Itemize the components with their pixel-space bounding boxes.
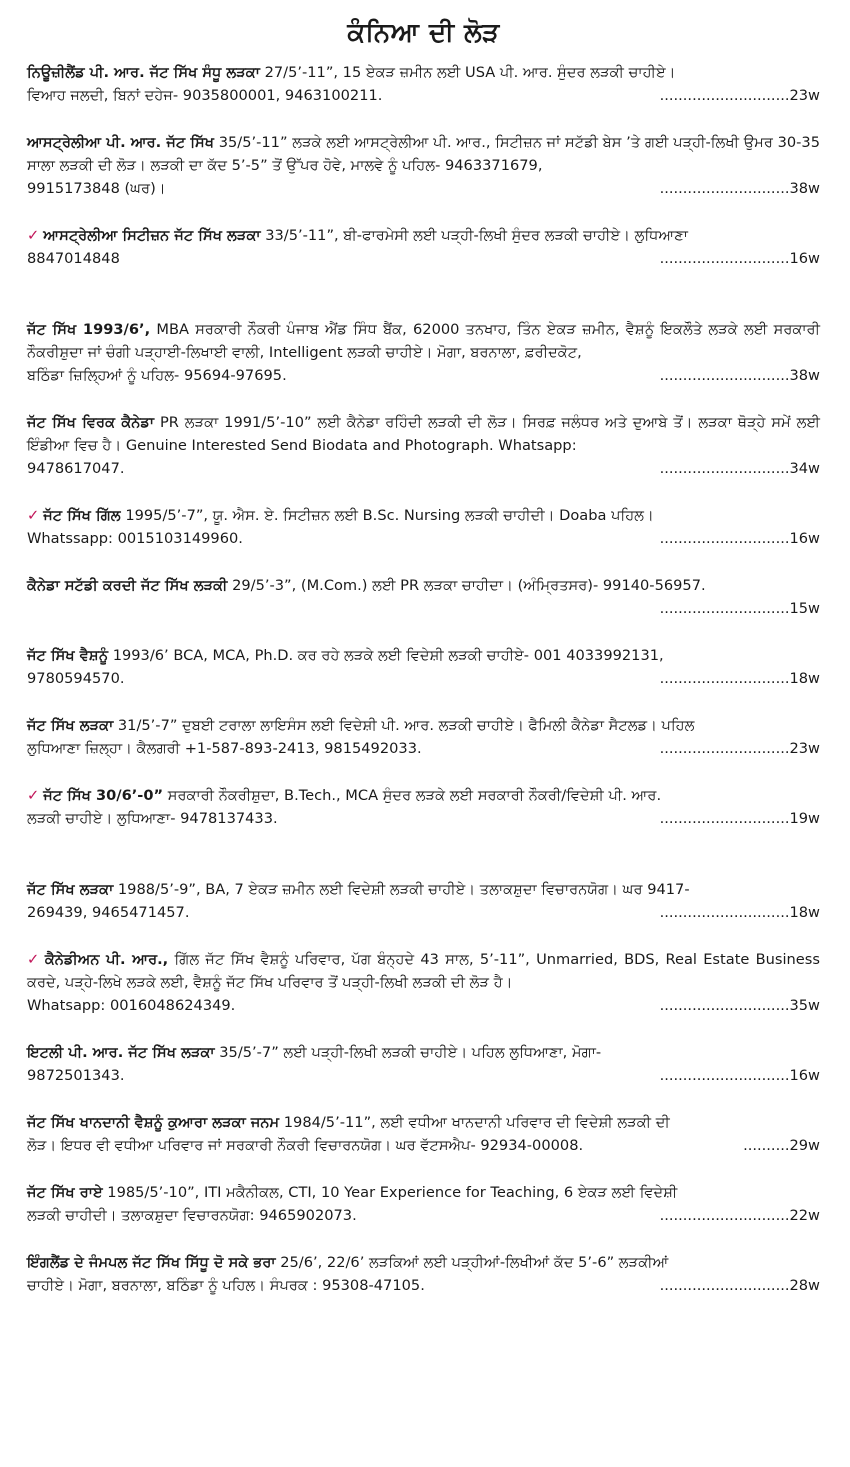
ad-text: [27, 878, 820, 901]
ad-body: 35/5’-11” ਲੜਕੇ ਲਈ ਆਸਟ੍ਰੇਲੀਆ ਪੀ. ਆਰ., ਸਿਟੀਜ਼ਨ ਜਾਂ ਸਟੱਡੀ ਬੇਸ ’ਤੇ ਗਈ ਪੜ੍ਹੀ-ਲਿਖੀ ਉਮਰ 30-35 ਸਾਲਾ ਲੜਕੀ ਦੀ ਲੋੜ। ਲੜਕੀ ਦਾ ਕੱਦ 5’-5” ਤੋਂ ਉੱਪਰ ਹੋਵੇ, ਮਾਲਵੇ ਨੂੰ ਪਹਿਲ- 9463371679,: [27, 134, 820, 174]
ad-text: [27, 504, 820, 527]
ad-footer: [27, 807, 820, 830]
ad-text: [27, 714, 820, 737]
ad-text: [27, 948, 820, 994]
ad-lead: ਜੱਟ ਸਿੱਖ ਲੜਕਾ: [27, 881, 114, 898]
ad-footer: [27, 1204, 820, 1227]
ad-body: 31/5’-7” ਦੁਬਈ ਟਰਾਲਾ ਲਾਇਸੰਸ ਲਈ ਵਿਦੇਸ਼ੀ ਪੀ. ਆਰ. ਲੜਕੀ ਚਾਹੀਏ। ਫੈਮਿਲੀ ਕੈਨੇਡਾ ਸੈਟਲਡ। ਪਹਿਲ: [113, 717, 695, 734]
ad-body: 1984/5’-11”, ਲਈ ਵਧੀਆ ਖਾਨਦਾਨੀ ਪਰਿਵਾਰ ਦੀ ਵਿਦੇਸ਼ੀ ਲੜਕੀ ਦੀ: [279, 1114, 670, 1131]
ad-lead: ਜੱਟ ਸਿੱਖ ਵਿਰਕ ਕੈਨੇਡਾ: [27, 414, 155, 431]
ad-lead: ਇੰਗਲੈਂਡ ਦੇ ਜੰਮਪਲ ਜੱਟ ਸਿੱਖ ਸਿੱਧੂ ਦੋ ਸਕੇ ਭਰਾ: [27, 1254, 276, 1271]
ad-code: ............................23w: [659, 87, 820, 104]
ads-list: [27, 61, 820, 1297]
ad-body: PR ਲੜਕਾ 1991/5’-10” ਲਈ ਕੈਨੇਡਾ ਰਹਿੰਦੀ ਲੜਕੀ ਦੀ ਲੋੜ। ਸਿਰਫ਼ ਜਲੰਧਰ ਅਤੇ ਦੁਆਬੇ ਤੋਂ। ਲੜਕਾ ਥੋੜ੍ਹੇ ਸਮੇਂ ਲਈ ਇੰਡੀਆ ਵਿਚ ਹੈ। Genuine Interested Send Biodata and Photograph. Whatsapp:: [27, 414, 820, 454]
ad-lead: ਜੱਟ ਸਿੱਖ ਲੜਕਾ: [27, 717, 114, 734]
ad-body: 35/5’-7” ਲਈ ਪੜ੍ਹੀ-ਲਿਖੀ ਲੜਕੀ ਚਾਹੀਏ। ਪਹਿਲ ਲੁਧਿਆਣਾ, ਮੋਗਾ-: [214, 1044, 602, 1061]
ad-body: 1993/6’ BCA, MCA, Ph.D. ਕਰ ਰਹੇ ਲੜਕੇ ਲਈ ਵਿਦੇਸ਼ੀ ਲੜਕੀ ਚਾਹੀਏ- 001 4033992131,: [108, 647, 664, 664]
ad-text: [27, 61, 820, 84]
ad-contact: ਬਠਿੰਡਾ ਜ਼ਿਲ੍ਹਿਆਂ ਨੂੰ ਪਹਿਲ- 95694-97695.: [27, 367, 287, 384]
ad-text: [27, 1041, 820, 1064]
ad-code: ............................15w: [659, 600, 820, 617]
ad-lead: ਆਸਟ੍ਰੇਲੀਆ ਸਿਟੀਜ਼ਨ ਜੱਟ ਸਿੱਖ ਲੜਕਾ: [43, 227, 261, 244]
ad-lead: ਕੈਨੇਡਾ ਸਟੱਡੀ ਕਰਦੀ ਜੱਟ ਸਿੱਖ ਲੜਕੀ: [27, 577, 228, 594]
ad-code: ..........29w: [743, 1137, 820, 1154]
ad-body: 29/5’-3”, (M.Com.) ਲਈ PR ਲੜਕਾ ਚਾਹੀਦਾ। (ਅੰਮ੍ਰਿਤਸਰ)- 99140-56957.: [227, 577, 706, 594]
ad-contact: ਲੁਧਿਆਣਾ ਜ਼ਿਲ੍ਹਾ। ਕੈਲਗਰੀ +1-587-893-2413, 9815492033.: [27, 740, 422, 757]
ad-text: [27, 784, 820, 807]
ad-code: ............................23w: [659, 740, 820, 757]
ad-contact: Whatsapp: 0016048624349.: [27, 997, 236, 1014]
ad-body: 25/6’, 22/6’ ਲੜਕਿਆਂ ਲਈ ਪੜ੍ਹੀਆਂ-ਲਿਖੀਆਂ ਕੱਦ 5’-6” ਲੜਕੀਆਂ: [275, 1254, 669, 1271]
ad-contact: 9872501343.: [27, 1067, 125, 1084]
ad-code: ............................38w: [659, 180, 820, 197]
classified-ad: [27, 224, 820, 270]
ad-text: [27, 224, 820, 247]
check-mark-icon: ✓: [27, 951, 41, 968]
ad-lead: ਆਸਟ੍ਰੇਲੀਆ ਪੀ. ਆਰ. ਜੱਟ ਸਿੱਖ: [27, 134, 215, 151]
ad-footer: [27, 84, 820, 107]
ad-text: [27, 1111, 820, 1134]
ad-code: ............................18w: [659, 904, 820, 921]
ad-code: ............................28w: [659, 1277, 820, 1294]
ad-footer: [27, 177, 820, 200]
classified-ad: [27, 1181, 820, 1227]
ad-contact: 9780594570.: [27, 670, 125, 687]
ad-lead: ਕੈਨੇਡੀਅਨ ਪੀ. ਆਰ.,: [44, 951, 169, 968]
ad-footer: [27, 1274, 820, 1297]
ad-body: 1995/5’-7”, ਯੂ. ਐਸ. ਏ. ਸਿਟੀਜ਼ਨ ਲਈ B.Sc. Nursing ਲੜਕੀ ਚਾਹੀਦੀ। Doaba ਪਹਿਲ।: [120, 507, 654, 524]
classified-ad: [27, 784, 820, 830]
ad-code: ............................34w: [659, 460, 820, 477]
ad-text: [27, 318, 820, 364]
ad-text: [27, 1181, 820, 1204]
ad-lead: ਜੱਟ ਸਿੱਖ ਵੈਸ਼ਨੂੰ: [27, 647, 109, 664]
ad-lead: ਜੱਟ ਸਿੱਖ ਖਾਨਦਾਨੀ ਵੈਸ਼ਨੂੰ ਕੁਆਰਾ ਲੜਕਾ ਜਨਮ: [27, 1114, 280, 1131]
ad-footer: [27, 364, 820, 387]
classified-ad: [27, 131, 820, 200]
check-mark-icon: ✓: [27, 507, 40, 524]
ad-body: 1988/5’-9”, BA, 7 ਏਕੜ ਜ਼ਮੀਨ ਲਈ ਵਿਦੇਸ਼ੀ ਲੜਕੀ ਚਾਹੀਏ। ਤਲਾਕਸ਼ੁਦਾ ਵਿਚਾਰਨਯੋਗ। ਘਰ 9417-: [113, 881, 690, 898]
ad-code: ............................38w: [659, 367, 820, 384]
ad-code: ............................18w: [659, 670, 820, 687]
classified-ad: [27, 574, 820, 620]
ad-contact: Whatssapp: 0015103149960.: [27, 530, 243, 547]
ad-code: ............................16w: [659, 530, 820, 547]
check-mark-icon: ✓: [27, 227, 40, 244]
classified-ad: [27, 318, 820, 387]
ad-footer: [27, 597, 820, 620]
ad-contact: 9915173848 (ਘਰ)।: [27, 180, 166, 197]
classified-ad: [27, 1041, 820, 1087]
classified-ad: [27, 1111, 820, 1157]
ad-footer: [27, 994, 820, 1017]
ad-contact: 9478617047.: [27, 460, 125, 477]
ad-text: [27, 411, 820, 457]
ad-footer: [27, 737, 820, 760]
ad-lead: ਜੱਟ ਸਿੱਖ ਰਾਏ: [27, 1184, 103, 1201]
page-title: ਕੰਨਿਆ ਦੀ ਲੋੜ: [347, 18, 500, 48]
ad-lead: ਨਿਊਜ਼ੀਲੈਂਡ ਪੀ. ਆਰ. ਜੱਟ ਸਿੱਖ ਸੰਧੂ ਲੜਕਾ: [27, 64, 260, 81]
ad-body: 1985/5’-10”, ITI ਮਕੈਨੀਕਲ, CTI, 10 Year Experience for Teaching, 6 ਏਕੜ ਲਈ ਵਿਦੇਸ਼ੀ: [102, 1184, 678, 1201]
ad-footer: [27, 1134, 820, 1157]
ad-footer: [27, 901, 820, 924]
ad-footer: [27, 527, 820, 550]
ad-contact: 269439, 9465471457.: [27, 904, 190, 921]
ad-contact: ਲੜਕੀ ਚਾਹੀਏ। ਲੁਧਿਆਣਾ- 9478137433.: [27, 810, 278, 827]
ad-footer: [27, 1064, 820, 1087]
ad-footer: [27, 457, 820, 480]
ad-body: 33/5’-11”, ਬੀ-ਫਾਰਮੇਸੀ ਲਈ ਪੜ੍ਹੀ-ਲਿਖੀ ਸੁੰਦਰ ਲੜਕੀ ਚਾਹੀਏ। ਲੁਧਿਆਣਾ: [260, 227, 688, 244]
ad-body: MBA ਸਰਕਾਰੀ ਨੌਕਰੀ ਪੰਜਾਬ ਐਂਡ ਸਿੰਧ ਬੈਂਕ, 62000 ਤਨਖਾਹ, ਤਿੰਨ ਏਕੜ ਜ਼ਮੀਨ, ਵੈਸ਼ਨੂੰ ਇਕਲੌਤੇ ਲੜਕੇ ਲਈ ਸਰਕਾਰੀ ਨੌਕਰੀਸ਼ੁਦਾ ਜਾਂ ਚੰਗੀ ਪੜ੍ਹਾਈ-ਲਿਖਾਈ ਵਾਲੀ, Intelligent ਲੜਕੀ ਚਾਹੀਏ। ਮੋਗਾ, ਬਰਨਾਲਾ, ਫ਼ਰੀਦਕੋਟ,: [27, 321, 820, 361]
ad-lead: ਜੱਟ ਸਿੱਖ 1993/6’,: [27, 321, 151, 338]
ad-body: 27/5’-11”, 15 ਏਕੜ ਜ਼ਮੀਨ ਲਈ USA ਪੀ. ਆਰ. ਸੁੰਦਰ ਲੜਕੀ ਚਾਹੀਏ।: [259, 64, 676, 81]
check-mark-icon: ✓: [27, 787, 40, 804]
classified-ad: [27, 61, 820, 107]
ad-code: ............................16w: [659, 250, 820, 267]
classified-ad: [27, 1251, 820, 1297]
ad-text: [27, 1251, 820, 1274]
ad-contact: ਲੋੜ। ਇਧਰ ਵੀ ਵਧੀਆ ਪਰਿਵਾਰ ਜਾਂ ਸਰਕਾਰੀ ਨੌਕਰੀ ਵਿਚਾਰਨਯੋਗ। ਘਰ ਵੱਟਸਐਪ- 92934-00008.: [27, 1137, 584, 1154]
ad-lead: ਜੱਟ ਸਿੱਖ ਗਿੱਲ: [43, 507, 121, 524]
ad-code: ............................22w: [659, 1207, 820, 1224]
ad-footer: [27, 667, 820, 690]
ad-lead: ਇਟਲੀ ਪੀ. ਆਰ. ਜੱਟ ਸਿੱਖ ਲੜਕਾ: [27, 1044, 215, 1061]
ad-text: [27, 644, 820, 667]
ad-code: ............................19w: [659, 810, 820, 827]
classified-ad: [27, 948, 820, 1017]
ad-text: [27, 131, 820, 177]
ad-contact: 8847014848: [27, 250, 120, 267]
ad-code: ............................16w: [659, 1067, 820, 1084]
ad-contact: ਵਿਆਹ ਜਲਦੀ, ਬਿਨਾਂ ਦਹੇਜ- 9035800001, 9463100211.: [27, 87, 383, 104]
classified-ad: [27, 714, 820, 760]
classified-ad: [27, 878, 820, 924]
classified-ad: [27, 411, 820, 480]
ad-body: ਸਰਕਾਰੀ ਨੌਕਰੀਸ਼ੁਦਾ, B.Tech., MCA ਸੁੰਦਰ ਲੜਕੇ ਲਈ ਸਰਕਾਰੀ ਨੌਕਰੀ/ਵਿਦੇਸ਼ੀ ਪੀ. ਆਰ.: [163, 787, 662, 804]
ad-footer: [27, 247, 820, 270]
ad-code: ............................35w: [659, 997, 820, 1014]
classified-ad: [27, 504, 820, 550]
ad-contact: ਲੜਕੀ ਚਾਹੀਦੀ। ਤਲਾਕਸ਼ੁਦਾ ਵਿਚਾਰਨਯੋਗ: 9465902073.: [27, 1207, 357, 1224]
ad-contact: ਚਾਹੀਏ। ਮੋਗਾ, ਬਰਨਾਲਾ, ਬਠਿੰਡਾ ਨੂੰ ਪਹਿਲ। ਸੰਪਰਕ : 95308-47105.: [27, 1277, 425, 1294]
ad-lead: ਜੱਟ ਸਿੱਖ 30/6’-0”: [43, 787, 164, 804]
ad-body: ਗਿੱਲ ਜੱਟ ਸਿੱਖ ਵੈਸ਼ਨੂੰ ਪਰਿਵਾਰ, ਪੱਗ ਬੰਨ੍ਹਦੇ 43 ਸਾਲ, 5’-11”, Unmarried, BDS, Real Estate Business ਕਰਦੇ, ਪੜ੍ਹੇ-ਲਿਖੇ ਲੜਕੇ ਲਈ, ਵੈਸ਼ਨੂੰ ਜੱਟ ਸਿੱਖ ਪਰਿਵਾਰ ਤੋਂ ਪੜ੍ਹੀ-ਲਿਖੀ ਲੜਕੀ ਦੀ ਲੋੜ ਹੈ।: [27, 951, 820, 991]
ad-text: [27, 574, 820, 597]
classified-ad: [27, 644, 820, 690]
